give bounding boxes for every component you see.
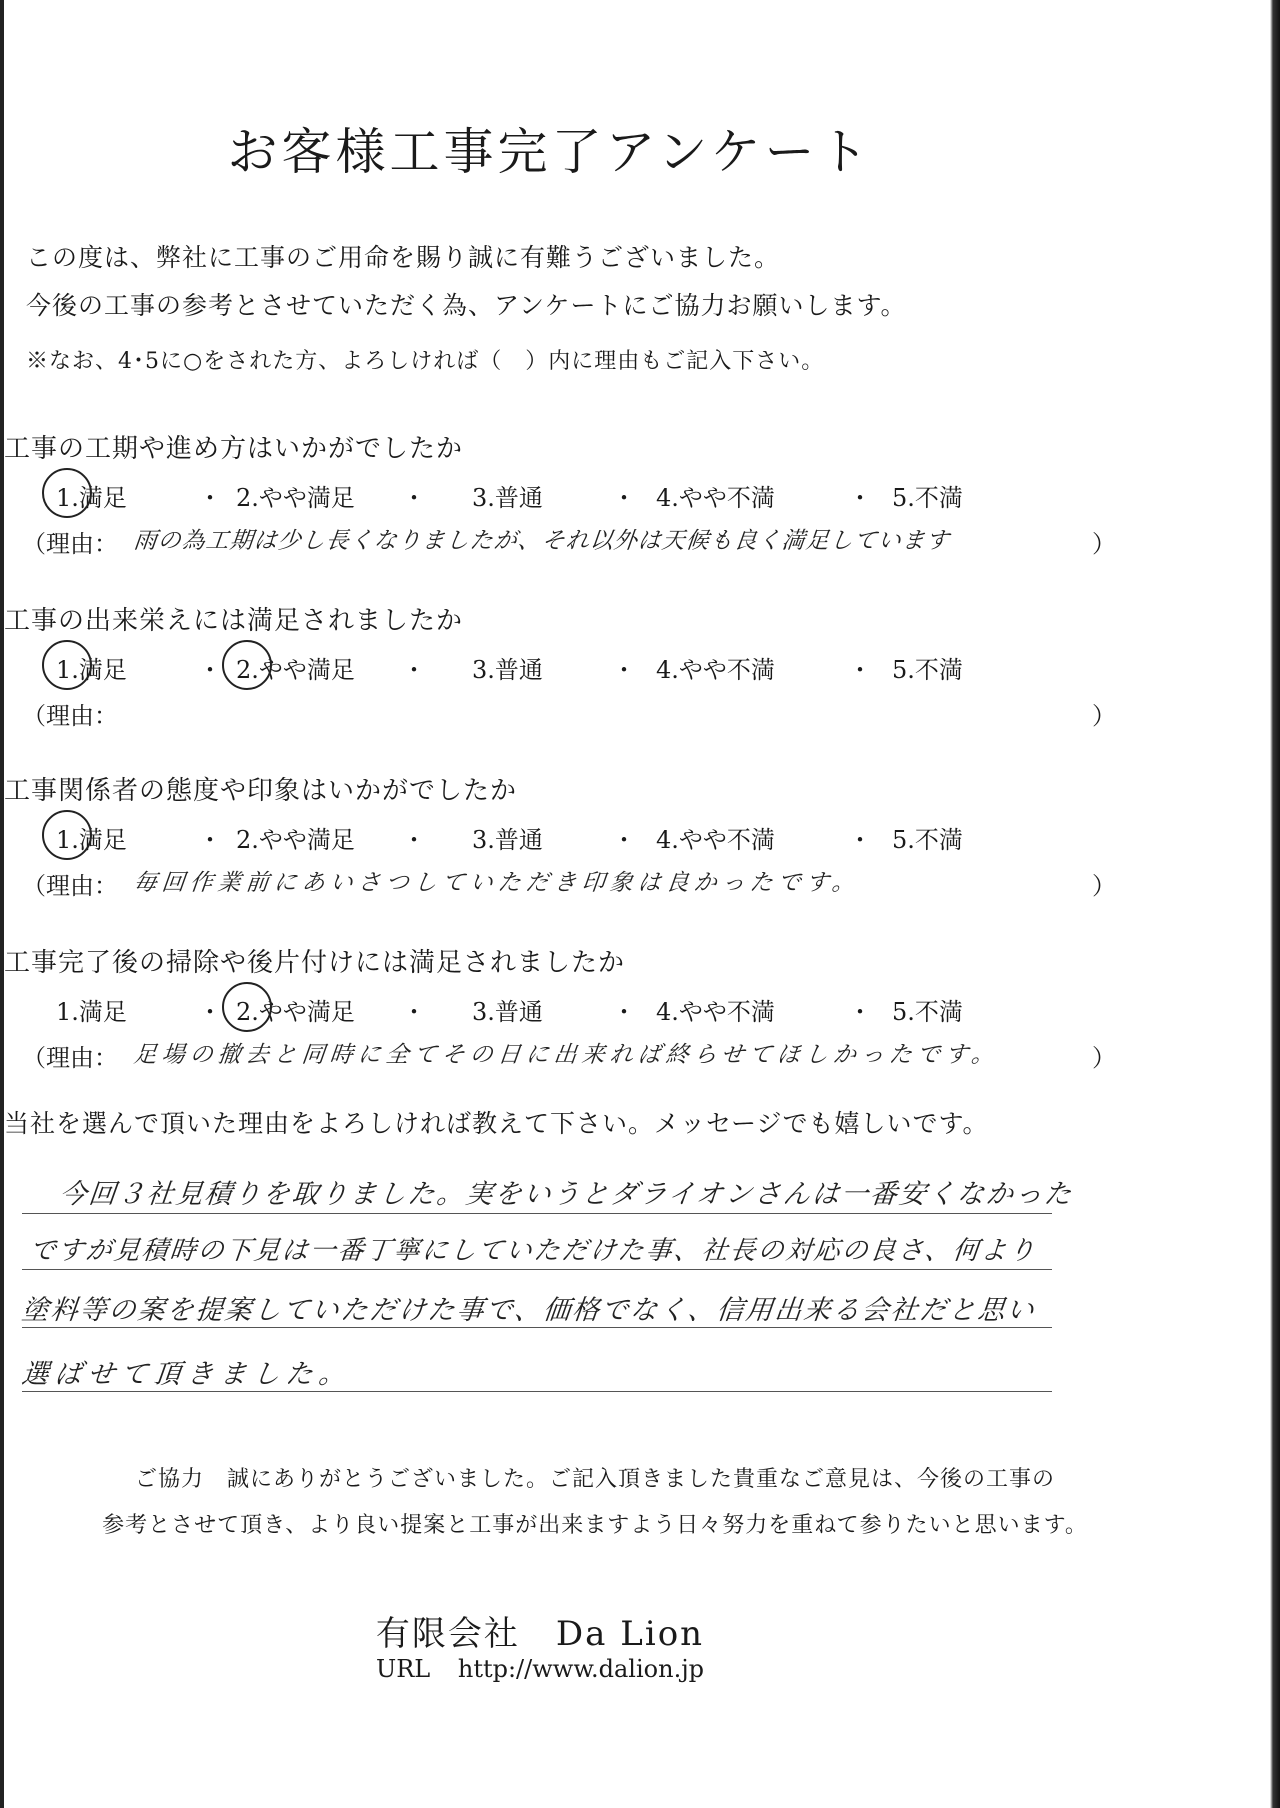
selected-circle-mark bbox=[42, 640, 92, 690]
option-separator: ・ bbox=[402, 826, 426, 854]
selected-circle-mark bbox=[42, 468, 92, 518]
message-ruled-line bbox=[22, 1212, 1052, 1214]
message-handwritten-line-4[interactable]: 選ばせて頂きました。 bbox=[20, 1359, 354, 1390]
reason-label: （理由： bbox=[22, 1044, 118, 1072]
question-1-option-2[interactable]: 2.やや満足 bbox=[236, 484, 355, 512]
question-4-option-4[interactable]: 4.やや不満 bbox=[656, 998, 775, 1026]
selected-circle-mark bbox=[222, 640, 272, 690]
question-4-option-3[interactable]: 3.普通 bbox=[472, 998, 543, 1026]
intro-line-2: 今後の工事の参考とさせていただく為、アンケートにご協力お願いします。 bbox=[26, 291, 907, 320]
question-3-option-3[interactable]: 3.普通 bbox=[472, 826, 543, 854]
option-separator: ・ bbox=[402, 998, 426, 1026]
option-separator: ・ bbox=[198, 998, 222, 1026]
question-2-text: 工事の出来栄えには満足されましたか bbox=[4, 606, 464, 636]
question-3-option-1[interactable]: 1.満足 bbox=[56, 826, 127, 854]
message-handwritten-line-3[interactable]: 塗料等の案を提案していただけた事で、価格でなく、信用出来る会社だと思い bbox=[20, 1295, 1038, 1326]
company-url-row bbox=[0, 1655, 1080, 1683]
question-4-reason bbox=[22, 1038, 1122, 1078]
question-2-option-3[interactable]: 3.普通 bbox=[472, 656, 543, 684]
closing-line-2: 参考とさせて頂き、より良い提案と工事が出来ますよう日々努力を重ねて参りたいと思います。 bbox=[102, 1513, 1088, 1538]
reason-close-paren: ） bbox=[1092, 872, 1116, 900]
page-title: お客様工事完了アンケート bbox=[227, 123, 873, 181]
question-3-text: 工事関係者の態度や印象はいかがでしたか bbox=[4, 776, 518, 806]
option-separator: ・ bbox=[612, 998, 636, 1026]
selected-circle-mark bbox=[222, 982, 272, 1032]
question-4-options bbox=[0, 992, 1100, 1024]
question-1-option-3[interactable]: 3.普通 bbox=[472, 484, 543, 512]
reason-close-paren: ） bbox=[1092, 702, 1116, 730]
option-separator: ・ bbox=[848, 826, 872, 854]
question-3-option-4[interactable]: 4.やや不満 bbox=[656, 826, 775, 854]
reason-handwritten-text[interactable]: 毎回作業前にあいさつしていただき印象は良かったです。 bbox=[132, 870, 862, 896]
question-1-options bbox=[0, 478, 1100, 510]
option-separator: ・ bbox=[198, 656, 222, 684]
reason-label: （理由： bbox=[22, 702, 118, 730]
option-separator: ・ bbox=[402, 656, 426, 684]
question-2-reason bbox=[22, 696, 1122, 736]
question-3-option-5[interactable]: 5.不満 bbox=[892, 826, 963, 854]
scan-edge-right bbox=[1270, 0, 1280, 1808]
option-separator: ・ bbox=[198, 826, 222, 854]
question-1-option-1[interactable]: 1.満足 bbox=[56, 484, 127, 512]
intro-line-1: この度は、弊社に工事のご用命を賜り誠に有難うございました。 bbox=[26, 243, 781, 272]
message-handwritten-line-2[interactable]: ですが見積時の下見は一番丁寧にしていただけた事、社長の対応の良さ、何より bbox=[28, 1236, 1039, 1266]
message-ruled-line bbox=[22, 1268, 1052, 1270]
url-label: URL bbox=[375, 1655, 431, 1683]
option-separator: ・ bbox=[848, 998, 872, 1026]
message-handwritten-line-1[interactable]: 今回３社見積りを取りました。実をいうとダライオンさんは一番安くなかった bbox=[58, 1179, 1075, 1210]
reason-label: （理由： bbox=[22, 530, 118, 558]
reason-handwritten-text[interactable]: 足場の撤去と同時に全てその日に出来れば終らせてほしかったです。 bbox=[132, 1042, 1001, 1068]
option-separator: ・ bbox=[198, 484, 222, 512]
option-separator: ・ bbox=[848, 484, 872, 512]
question-1-option-5[interactable]: 5.不満 bbox=[892, 484, 963, 512]
question-4-option-2[interactable]: 2.やや満足 bbox=[236, 998, 355, 1026]
question-2-option-5[interactable]: 5.不満 bbox=[892, 656, 963, 684]
option-separator: ・ bbox=[402, 484, 426, 512]
question-2-options bbox=[0, 650, 1100, 682]
question-4-option-1[interactable]: 1.満足 bbox=[56, 998, 127, 1026]
option-separator: ・ bbox=[612, 656, 636, 684]
company-name: 有限会社 Da Lion bbox=[375, 1614, 705, 1654]
reason-handwritten-text[interactable]: 雨の為工期は少し長くなりましたが、それ以外は天候も良く満足しています bbox=[132, 528, 952, 554]
question-1-reason bbox=[22, 524, 1122, 564]
company-url[interactable]: http://www.dalion.jp bbox=[457, 1655, 704, 1683]
option-separator: ・ bbox=[848, 656, 872, 684]
intro-note: ※なお、4･5に○をされた方、よろしければ（ ）内に理由もご記入下さい。 bbox=[26, 349, 825, 374]
message-question: 当社を選んで頂いた理由をよろしければ教えて下さい。メッセージでも嬉しいです。 bbox=[4, 1109, 989, 1138]
question-2-option-2[interactable]: 2.やや満足 bbox=[236, 656, 355, 684]
question-2-option-1[interactable]: 1.満足 bbox=[56, 656, 127, 684]
closing-line-1: ご協力 誠にありがとうございました。ご記入頂きました貴重なご意見は、今後の工事の bbox=[134, 1467, 1055, 1492]
selected-circle-mark bbox=[42, 810, 92, 860]
option-separator: ・ bbox=[612, 826, 636, 854]
question-4-text: 工事完了後の掃除や後片付けには満足されましたか bbox=[4, 948, 626, 978]
question-3-options bbox=[0, 820, 1100, 852]
reason-close-paren: ） bbox=[1092, 1044, 1116, 1072]
reason-close-paren: ） bbox=[1092, 530, 1116, 558]
option-separator: ・ bbox=[612, 484, 636, 512]
reason-label: （理由： bbox=[22, 872, 118, 900]
question-1-option-4[interactable]: 4.やや不満 bbox=[656, 484, 775, 512]
question-2-option-4[interactable]: 4.やや不満 bbox=[656, 656, 775, 684]
question-4-option-5[interactable]: 5.不満 bbox=[892, 998, 963, 1026]
question-3-reason bbox=[22, 866, 1122, 906]
question-1-text: 工事の工期や進め方はいかがでしたか bbox=[4, 434, 464, 464]
question-3-option-2[interactable]: 2.やや満足 bbox=[236, 826, 355, 854]
